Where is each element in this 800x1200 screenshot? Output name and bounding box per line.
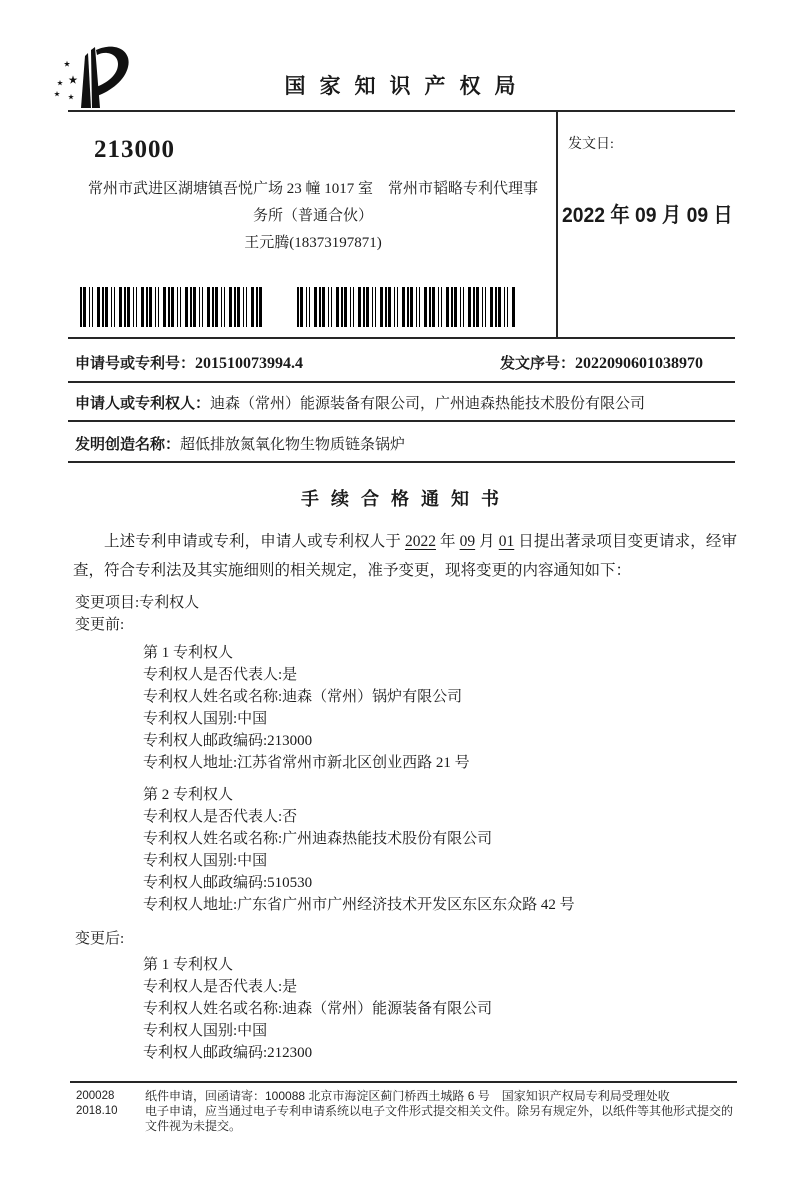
serial-number-label: 发文序号： xyxy=(500,355,576,372)
change-after-label: 变更后: xyxy=(75,931,125,947)
change-request-year: 2022 xyxy=(404,533,436,550)
change-item-line xyxy=(75,592,737,614)
patentee-field: 专利权人姓名或名称:广州迪森热能技术股份有限公司 xyxy=(143,831,493,847)
table-rule xyxy=(68,381,735,383)
recipient-address xyxy=(76,176,550,257)
footer-instructions xyxy=(145,1089,779,1134)
patentee-field: 专利权人姓名或名称:迪森（常州）锅炉有限公司 xyxy=(143,689,463,705)
patentee-heading: 第 1 专利权人 xyxy=(143,957,234,973)
paragraph-text: 上述专利申请或专利，申请人或专利权人于 xyxy=(104,533,405,550)
patentee-heading: 第 2 专利权人 xyxy=(143,787,234,803)
footer-rule xyxy=(70,1081,737,1083)
patentee-field: 专利权人邮政编码:212300 xyxy=(143,1045,313,1061)
patentee-field: 专利权人地址:广东省广州市广州经济技术开发区东区东众路 42 号 xyxy=(143,897,575,913)
form-number-block xyxy=(76,1089,118,1118)
change-section xyxy=(75,592,737,1064)
paragraph-text: 年 xyxy=(435,533,460,550)
notice-paragraph xyxy=(73,527,737,585)
patentee-block-after-1 xyxy=(143,954,737,1064)
change-item-value: 专利权人 xyxy=(139,595,200,611)
dispatch-date-value: 2022 年 09 月 09 日 xyxy=(562,204,733,227)
recipient-contact: 王元腾(18373197871) xyxy=(244,235,382,251)
patentee-field: 专利权人邮政编码:213000 xyxy=(143,733,313,749)
patentee-heading: 第 1 专利权人 xyxy=(143,645,234,661)
footer-line: 纸件申请，回函请寄：100088 北京市海淀区蓟门桥西土城路 6 号 国家知识产权局专利局受理处收 xyxy=(145,1089,670,1103)
serial-number xyxy=(500,352,703,373)
footer-line: 电子申请，应当通过电子专利申请系统以电子文件形式提交相关文件。除另有规定外，以纸件等其他形式提交的 xyxy=(145,1104,734,1118)
form-date: 2018.10 xyxy=(76,1104,118,1117)
date-box-divider xyxy=(556,111,558,338)
paragraph-text: 日提出著录项目变更请求，经审查，符合专利法及其实施细则的相关规定，准予变更，现将变更的内容通知如下： xyxy=(73,533,737,579)
applicant-value: 迪森（常州）能源装备有限公司，广州迪森热能技术股份有限公司 xyxy=(210,396,646,412)
patentee-block-before-2 xyxy=(143,784,737,916)
patentee-field: 专利权人是否代表人:否 xyxy=(143,809,298,825)
application-number-value: 201510073994.4 xyxy=(195,355,304,372)
application-number-row xyxy=(75,352,737,374)
recipient-address-line2: 务所（普通合伙） xyxy=(252,208,373,224)
paragraph-text: 月 xyxy=(475,533,499,550)
patentee-block-before-1 xyxy=(143,642,737,774)
barcode xyxy=(297,287,517,327)
dispatch-date-label: 发文日: xyxy=(568,137,614,152)
section-rule xyxy=(68,337,735,339)
change-request-day: 01 xyxy=(498,533,515,550)
notice-title: 手续合格通知书 xyxy=(301,489,511,509)
patentee-field: 专利权人地址:江苏省常州市新北区创业西路 21 号 xyxy=(143,755,470,771)
application-number-label: 申请号或专利号： xyxy=(75,355,196,372)
barcode xyxy=(80,287,262,327)
serial-number-value: 2022090601038970 xyxy=(575,355,704,372)
table-rule xyxy=(68,461,735,463)
footer-line: 文件视为未提交。 xyxy=(145,1119,242,1133)
form-number: 200028 xyxy=(76,1090,115,1102)
star-icon xyxy=(64,61,70,67)
header-rule xyxy=(68,110,735,112)
applicant-row xyxy=(75,392,737,414)
table-rule xyxy=(68,420,735,422)
patentee-field: 专利权人邮政编码:510530 xyxy=(143,875,313,891)
invention-title-row xyxy=(75,433,737,455)
change-before-label: 变更前: xyxy=(75,617,125,633)
patentee-field: 专利权人国别:中国 xyxy=(143,711,268,727)
patentee-field: 专利权人国别:中国 xyxy=(143,1023,268,1039)
recipient-postal-code: 213000 xyxy=(94,136,175,163)
agency-title: 国家知识产权局 xyxy=(284,75,530,98)
change-request-month: 09 xyxy=(459,533,476,550)
applicant-label: 申请人或专利权人： xyxy=(75,395,211,412)
recipient-address-line1: 常州市武进区湖塘镇吾悦广场 23 幢 1017 室 常州市韬略专利代理事 xyxy=(87,181,538,197)
patentee-field: 专利权人姓名或名称:迪森（常州）能源装备有限公司 xyxy=(143,1001,493,1017)
patentee-field: 专利权人是否代表人:是 xyxy=(143,979,298,995)
change-item-label: 变更项目: xyxy=(75,595,140,611)
patentee-field: 专利权人是否代表人:是 xyxy=(143,667,298,683)
invention-title-label: 发明创造名称： xyxy=(75,436,181,453)
invention-title-value: 超低排放氮氧化物生物质链条锅炉 xyxy=(180,437,406,453)
patentee-field: 专利权人国别:中国 xyxy=(143,853,268,869)
